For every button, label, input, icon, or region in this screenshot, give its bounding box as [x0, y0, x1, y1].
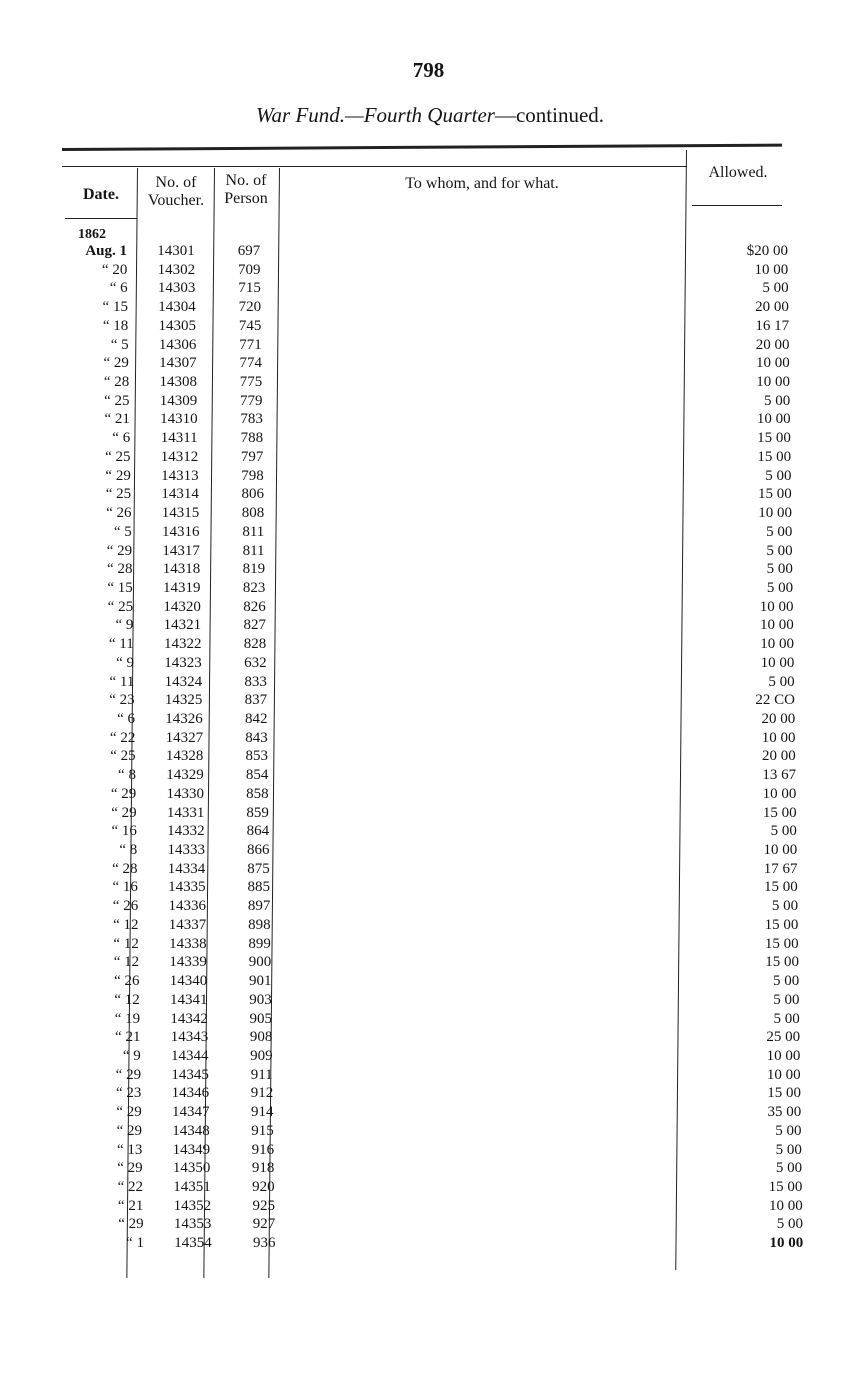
cell-person: 811 [242, 523, 265, 540]
cell-voucher: 14354 [174, 1235, 212, 1252]
cell-voucher: 14331 [166, 804, 205, 821]
cell-allowed: 13 67 [762, 767, 797, 784]
cell-allowed: 10 00 [756, 374, 791, 391]
cell-person: 798 [241, 467, 264, 484]
cell-date: “ 6 [109, 280, 128, 297]
cell-allowed: 10 00 [768, 1197, 803, 1214]
table-row [0, 616, 857, 635]
cell-person: 875 [247, 860, 270, 877]
cell-voucher: 14310 [160, 411, 198, 428]
table-row [0, 410, 857, 429]
table-row [0, 1028, 857, 1047]
cell-date: “ 29 [110, 785, 137, 802]
cell-date: “ 23 [109, 692, 135, 709]
cell-person: 909 [250, 1047, 273, 1064]
cell-person: 709 [238, 261, 261, 278]
cell-allowed: 15 00 [757, 430, 791, 447]
cell-person: 903 [249, 991, 272, 1008]
cell-date: “ 13 [116, 1141, 143, 1158]
cell-date: “ 21 [117, 1197, 144, 1214]
year-label: 1862 [78, 227, 106, 242]
page-title [0, 103, 857, 128]
table-row [0, 261, 857, 280]
cell-date: “ 15 [107, 579, 133, 596]
cell-allowed: 10 00 [760, 617, 794, 634]
cell-voucher: 14313 [161, 467, 199, 484]
cell-date: “ 28 [112, 860, 138, 877]
header-description: To whom, and for what. [405, 175, 559, 192]
cell-voucher: 14338 [169, 935, 207, 952]
cell-person: 854 [245, 767, 269, 784]
cell-date: “ 11 [108, 636, 134, 653]
table-row [0, 1234, 857, 1253]
cell-person: 797 [240, 448, 264, 465]
cell-allowed: 15 00 [764, 916, 799, 933]
cell-allowed: 15 00 [765, 954, 799, 971]
table-row [0, 298, 857, 317]
cell-allowed: 10 00 [762, 785, 797, 802]
cell-date: “ 29 [117, 1160, 143, 1177]
cell-person: 915 [251, 1122, 274, 1139]
cell-allowed: 5 00 [771, 898, 799, 915]
cell-voucher: 14351 [173, 1179, 211, 1195]
cell-voucher: 14327 [165, 729, 204, 746]
table-row [0, 579, 857, 598]
cell-voucher: 14353 [173, 1216, 212, 1233]
cell-allowed: 20 00 [762, 748, 796, 765]
cell-person: 920 [252, 1179, 275, 1195]
cell-voucher: 14348 [172, 1122, 210, 1139]
cell-allowed: 10 00 [760, 654, 795, 671]
cell-person: 806 [241, 486, 264, 503]
cell-allowed: $20 00 [746, 243, 788, 259]
header-voucher-line2: Voucher. [147, 192, 205, 209]
cell-allowed: 10 00 [759, 598, 794, 615]
cell-allowed: 5 00 [766, 561, 793, 578]
cell-allowed: 15 00 [767, 1085, 801, 1102]
cell-date: “ 9 [116, 654, 135, 671]
table-row [0, 804, 857, 823]
cell-person: 842 [244, 711, 268, 727]
cell-date: “ 9 [115, 617, 134, 634]
header-bottom-rule-allowed [692, 205, 782, 206]
cell-allowed: 5 00 [766, 579, 794, 596]
table-row [0, 429, 857, 448]
header-allowed: Allowed. [708, 164, 768, 181]
cell-date: “ 29 [115, 1066, 142, 1083]
cell-voucher: 14318 [162, 561, 201, 578]
cell-person: 885 [247, 879, 271, 896]
cell-person: 771 [239, 336, 262, 353]
cell-date: “ 9 [122, 1047, 141, 1064]
cell-voucher: 14309 [159, 392, 198, 409]
cell-voucher: 14303 [157, 280, 196, 297]
table-row [0, 972, 857, 991]
header-date: Date. [83, 186, 119, 203]
cell-person: 864 [246, 823, 270, 840]
cell-allowed: 5 00 [775, 1141, 802, 1158]
cell-person: 826 [243, 598, 266, 615]
table-row [0, 729, 857, 748]
cell-person: 837 [244, 692, 268, 709]
cell-date: “ 26 [106, 505, 132, 522]
cell-person: 779 [240, 392, 263, 409]
cell-date: “ 8 [119, 842, 138, 859]
cell-date: “ 28 [103, 374, 130, 391]
table-row [0, 1084, 857, 1103]
cell-allowed: 22 CO [755, 692, 795, 709]
table-row [0, 392, 857, 411]
table-row [0, 691, 857, 710]
cell-date: “ 29 [118, 1216, 144, 1233]
table-row [0, 485, 857, 504]
cell-date: “ 12 [114, 991, 140, 1008]
cell-allowed: 5 00 [764, 392, 791, 409]
cell-date: “ 18 [102, 317, 129, 334]
cell-voucher: 14316 [162, 523, 200, 540]
table-row [0, 710, 857, 729]
table-row [0, 336, 857, 355]
table-row [0, 878, 857, 897]
cell-voucher: 14302 [157, 261, 196, 278]
table-row [0, 822, 857, 841]
table-row [0, 523, 857, 542]
table-row [0, 841, 857, 860]
cell-date: “ 12 [113, 935, 139, 952]
table-top-rule [62, 144, 782, 151]
table-row [0, 317, 857, 336]
table-row [0, 654, 857, 673]
table-row [0, 598, 857, 617]
cell-person: 853 [245, 748, 269, 765]
cell-allowed: 5 00 [765, 467, 792, 484]
cell-voucher: 14345 [171, 1066, 209, 1083]
cell-allowed: 15 00 [762, 804, 797, 821]
table-row [0, 373, 857, 392]
cell-date: “ 29 [106, 542, 133, 559]
cell-person: 918 [251, 1160, 275, 1177]
cell-voucher: 14341 [170, 991, 208, 1008]
cell-voucher: 14305 [158, 317, 197, 334]
cell-voucher: 14349 [172, 1141, 211, 1158]
table-row [0, 1178, 857, 1197]
cell-allowed: 5 00 [773, 1010, 800, 1027]
cell-voucher: 14340 [169, 973, 208, 990]
cell-person: 632 [244, 654, 267, 671]
header-voucher [138, 174, 214, 210]
page-title-italic: War Fund.—Fourth Quarter [255, 103, 495, 127]
cell-person: 811 [242, 542, 265, 559]
cell-voucher: 14334 [167, 860, 206, 877]
header-person [214, 172, 278, 208]
cell-allowed: 5 00 [775, 1122, 802, 1139]
cell-allowed: 15 00 [768, 1179, 803, 1195]
cell-voucher: 14307 [159, 355, 197, 372]
cell-date: “ 5 [113, 523, 132, 540]
table-row [0, 1197, 857, 1216]
cell-voucher: 14333 [167, 842, 205, 859]
cell-person: 905 [249, 1010, 273, 1027]
cell-voucher: 14314 [161, 486, 199, 503]
table-row [0, 991, 857, 1010]
cell-allowed: 20 00 [761, 711, 796, 727]
cell-voucher: 14319 [163, 579, 201, 596]
cell-allowed: 17 67 [763, 860, 798, 877]
cell-allowed: 5 00 [762, 280, 789, 297]
cell-person: 925 [252, 1197, 275, 1214]
cell-voucher: 14344 [171, 1047, 209, 1064]
cell-date: “ 21 [104, 411, 130, 428]
cell-person: 898 [248, 916, 271, 933]
table-row [0, 560, 857, 579]
table-row [0, 354, 857, 373]
cell-allowed: 5 00 [768, 673, 795, 690]
table-row [0, 953, 857, 972]
cell-voucher: 14325 [164, 692, 203, 709]
table-row [0, 916, 857, 935]
table-row [0, 785, 857, 804]
cell-allowed: 10 00 [754, 261, 789, 278]
cell-allowed: 5 00 [773, 991, 800, 1008]
table-row [0, 1066, 857, 1085]
cell-person: 911 [250, 1066, 273, 1083]
cell-person: 859 [246, 804, 269, 821]
cell-voucher: 14332 [167, 823, 205, 840]
cell-person: 788 [240, 430, 264, 447]
cell-date: “ 6 [112, 430, 131, 447]
cell-date: “ 28 [107, 561, 133, 578]
cell-person: 900 [248, 954, 272, 971]
cell-allowed: 15 00 [757, 486, 792, 503]
cell-date: “ 29 [116, 1122, 143, 1139]
cell-date: “ 6 [117, 711, 135, 727]
cell-date: “ 26 [112, 898, 139, 915]
cell-voucher: 14322 [163, 636, 202, 653]
cell-person: 908 [249, 1029, 273, 1046]
cell-person: 927 [252, 1216, 276, 1233]
table-row [0, 1215, 857, 1234]
cell-voucher: 14335 [168, 879, 206, 896]
table-row [0, 448, 857, 467]
cell-person: 901 [248, 973, 272, 990]
table-row [0, 897, 857, 916]
cell-person: 916 [251, 1141, 275, 1158]
cell-allowed: 15 00 [764, 879, 798, 896]
cell-person: 715 [238, 280, 261, 297]
cell-voucher: 14343 [170, 1029, 209, 1046]
cell-date: “ 12 [113, 916, 139, 933]
cell-person: 808 [241, 505, 265, 522]
cell-allowed: 5 00 [776, 1216, 803, 1233]
cell-person: 745 [238, 317, 262, 334]
cell-date: Aug. 1 [85, 243, 127, 259]
cell-person: 827 [243, 617, 266, 634]
cell-voucher: 14336 [168, 898, 206, 915]
cell-allowed: 5 00 [766, 523, 793, 540]
header-voucher-line1: No. of [155, 174, 197, 191]
cell-date: “ 15 [102, 299, 128, 316]
table-row [0, 1047, 857, 1066]
cell-voucher: 14339 [169, 954, 207, 971]
cell-allowed: 20 00 [755, 299, 789, 316]
cell-voucher: 14308 [159, 374, 197, 391]
page-title-continued: —continued. [494, 103, 605, 127]
table-row [0, 935, 857, 954]
header-bottom-rule [65, 218, 137, 219]
page-number: 798 [412, 58, 445, 82]
cell-person: 697 [237, 243, 261, 259]
header-person-line1: No. of [225, 172, 267, 189]
cell-voucher: 14352 [173, 1197, 212, 1214]
cell-voucher: 14317 [162, 542, 200, 559]
cell-date: “ 25 [105, 486, 132, 503]
cell-person: 823 [242, 579, 266, 596]
cell-date: “ 26 [114, 973, 140, 990]
cell-date: “ 25 [110, 748, 136, 765]
cell-allowed: 5 00 [772, 973, 800, 990]
cell-person: 774 [239, 355, 262, 372]
cell-date: “ 8 [118, 767, 136, 784]
cell-person: 858 [246, 785, 269, 802]
cell-date: “ 29 [103, 355, 129, 372]
cell-voucher: 14311 [160, 430, 198, 447]
cell-voucher: 14328 [165, 748, 204, 765]
cell-voucher: 14337 [168, 916, 207, 933]
cell-voucher: 14326 [165, 711, 203, 727]
cell-date: “ 21 [115, 1029, 141, 1046]
table-row [0, 504, 857, 523]
table-row [0, 635, 857, 654]
cell-date: “ 1 [126, 1235, 144, 1252]
cell-allowed: 10 00 [766, 1066, 801, 1083]
cell-date: “ 20 [101, 261, 128, 278]
cell-voucher: 14346 [171, 1085, 210, 1102]
cell-allowed: 10 00 [758, 505, 793, 522]
cell-date: “ 29 [111, 804, 137, 821]
cell-allowed: 15 00 [757, 448, 792, 465]
table-row [0, 673, 857, 692]
cell-allowed: 25 00 [766, 1029, 801, 1046]
table-row [0, 747, 857, 766]
cell-date: “ 16 [112, 879, 138, 896]
cell-allowed: 35 00 [767, 1104, 802, 1121]
cell-person: 828 [243, 636, 267, 653]
cell-allowed: 10 00 [766, 1047, 801, 1064]
cell-allowed: 10 00 [755, 355, 790, 372]
table-row [0, 1122, 857, 1141]
cell-voucher: 14330 [166, 785, 205, 802]
cell-date: “ 25 [107, 598, 134, 615]
cell-person: 936 [253, 1235, 276, 1252]
cell-date: “ 22 [109, 729, 136, 746]
cell-date: “ 29 [116, 1104, 142, 1121]
cell-person: 914 [250, 1104, 274, 1121]
cell-date: “ 22 [117, 1179, 143, 1195]
cell-voucher: 14301 [157, 243, 195, 259]
table-row [0, 242, 857, 261]
cell-person: 720 [238, 299, 262, 316]
cell-date: “ 23 [115, 1085, 142, 1102]
cell-allowed: 10 00 [763, 842, 798, 859]
cell-person: 866 [246, 842, 270, 859]
cell-voucher: 14320 [163, 598, 201, 615]
cell-allowed: 10 00 [756, 411, 791, 428]
cell-person: 783 [240, 411, 263, 428]
cell-allowed: 10 00 [761, 729, 796, 746]
cell-date: “ 11 [109, 673, 135, 690]
table-row [0, 1103, 857, 1122]
table-top-rule-thin [62, 166, 687, 167]
cell-person: 833 [244, 673, 267, 690]
table-row [0, 542, 857, 561]
cell-person: 897 [247, 898, 271, 915]
table-row [0, 860, 857, 879]
cell-voucher: 14315 [161, 505, 200, 522]
cell-date: “ 25 [105, 448, 131, 465]
header-person-line2: Person [224, 190, 268, 207]
cell-voucher: 14347 [171, 1104, 210, 1121]
cell-voucher: 14342 [170, 1010, 208, 1027]
cell-date: “ 25 [104, 392, 130, 409]
table-row [0, 766, 857, 785]
cell-allowed: 5 00 [766, 542, 793, 559]
table-row [0, 1010, 857, 1029]
cell-voucher: 14321 [163, 617, 202, 634]
table-row [0, 279, 857, 298]
cell-date: “ 5 [110, 336, 129, 353]
cell-person: 899 [248, 935, 271, 952]
cell-allowed: 16 17 [755, 317, 790, 334]
cell-allowed: 15 00 [764, 935, 799, 952]
cell-person: 819 [242, 561, 266, 578]
cell-person: 775 [239, 374, 263, 391]
cell-allowed: 10 00 [760, 636, 795, 653]
cell-allowed: 10 00 [769, 1235, 804, 1252]
cell-voucher: 14304 [158, 299, 196, 316]
table-row [0, 1141, 857, 1160]
cell-date: “ 16 [111, 823, 137, 840]
cell-voucher: 14324 [164, 673, 203, 690]
cell-allowed: 5 00 [770, 823, 797, 840]
cell-date: “ 12 [113, 954, 140, 971]
cell-voucher: 14306 [158, 336, 197, 353]
cell-allowed: 5 00 [775, 1160, 803, 1177]
cell-date: “ 29 [105, 467, 131, 484]
cell-voucher: 14312 [160, 448, 199, 465]
cell-voucher: 14329 [166, 767, 204, 784]
cell-date: “ 19 [114, 1010, 141, 1027]
cell-voucher: 14350 [172, 1160, 211, 1177]
cell-allowed: 20 00 [755, 336, 790, 353]
table-row [0, 467, 857, 486]
cell-person: 912 [250, 1085, 274, 1102]
cell-voucher: 14323 [164, 654, 202, 671]
table-row [0, 1159, 857, 1178]
cell-person: 843 [245, 729, 268, 746]
